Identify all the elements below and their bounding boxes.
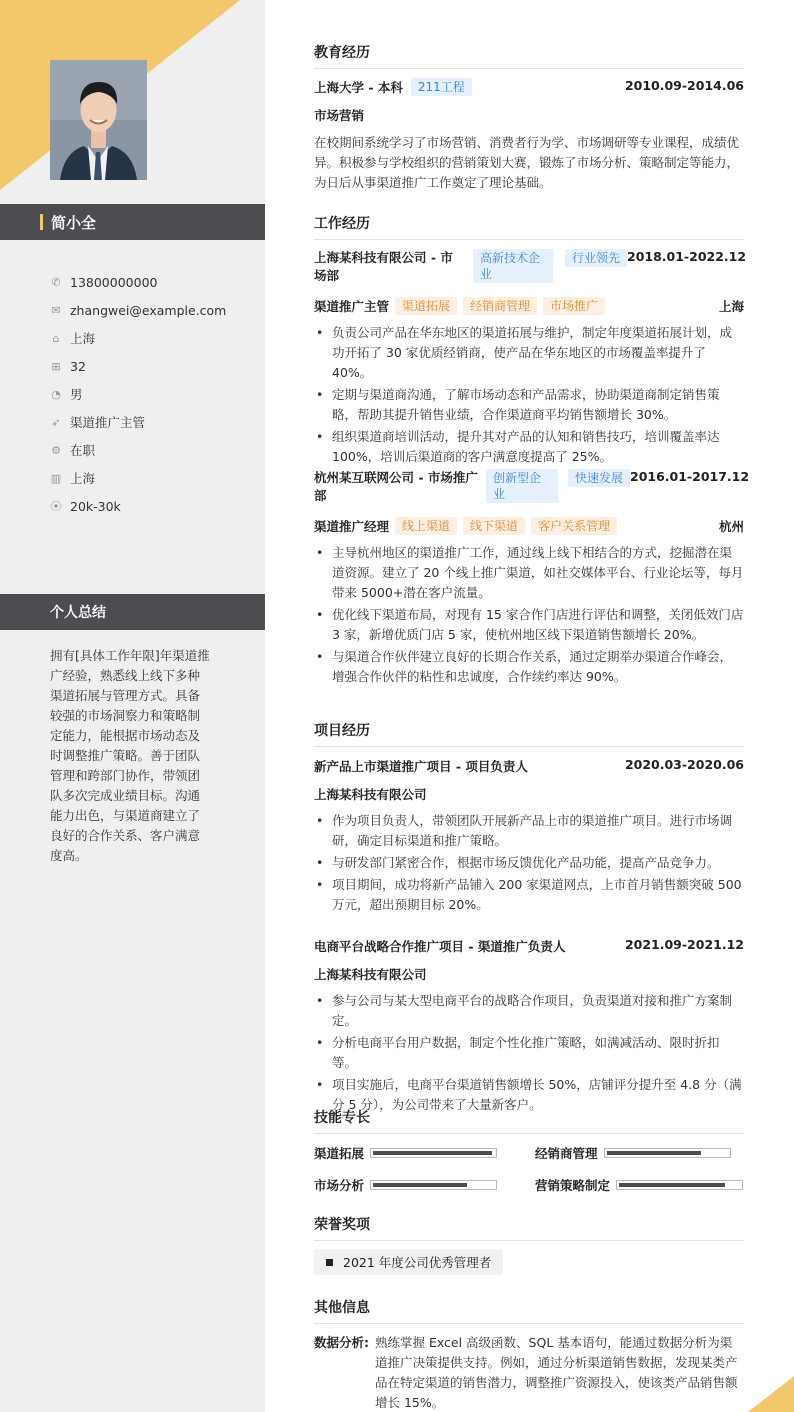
job-1-role-row [314, 297, 744, 315]
info-salary [50, 492, 250, 520]
info-position [50, 408, 250, 436]
summary-title: 个人总结 [50, 605, 106, 621]
job-1-skill-1: 渠道拓展 [395, 297, 457, 315]
skill-1-name: 渠道拓展 [314, 1146, 365, 1161]
sidebar [0, 0, 265, 1412]
status-icon: ⚙ [51, 443, 61, 457]
skill-3-fill [373, 1183, 467, 1187]
other-title: 其他信息 [314, 1297, 744, 1324]
gender-icon: ◔ [51, 387, 61, 401]
list-item: • 组织渠道商培训活动，提升其对产品的认知和销售技巧，培训覆盖率达 100%，培训后渠道商的客户满意度提高了 25%。 [314, 427, 744, 467]
education-major: 市场营销 [314, 108, 365, 123]
skill-4-fill [619, 1183, 725, 1187]
skill-1-bar [370, 1148, 497, 1158]
info-email [50, 296, 250, 324]
summary-text: 拥有[具体工作年限]年渠道推广经验，熟悉线上线下多种渠道拓展与管理方式。具备较强的市场洞察力和策略制定能力，能根据市场动态及时调整推广策略。善于团队管理和跨部门协作，带领团队多次完成业绩目标。沟通能力出色，与渠道商建立了良好的合作关系、客户满意度高。 [50, 648, 210, 863]
job-2-bullets [314, 543, 744, 689]
education-desc: 在校期间系统学习了市场营销、消费者行为学、市场调研等专业课程，成绩优异。积极参与学校组织的营销策划大赛，锻炼了市场分析、策略制定等能力，为日后从事渠道推广工作奠定了理论基础。 [314, 135, 740, 190]
corner-decoration-bottom [748, 1376, 794, 1412]
home-icon: ⌂ [52, 331, 60, 345]
skill-2-bar [604, 1148, 731, 1158]
skill-1-fill [373, 1151, 492, 1155]
job-2-skill-3: 客户关系管理 [531, 517, 617, 535]
education-header [314, 78, 744, 96]
job-1-header [314, 249, 747, 285]
other-row [314, 1333, 744, 1412]
job-1-tag-2: 行业领先 [565, 249, 627, 267]
salary-icon: ⦿ [50, 500, 62, 513]
skill-4-bar [616, 1180, 743, 1190]
position-text: 渠道推广主管 [70, 415, 146, 430]
award-bullet-icon [326, 1259, 333, 1266]
project-1-company: 上海某科技有限公司 [314, 787, 427, 802]
job-2-role: 渠道推广经理 [314, 519, 390, 534]
gender-text: 男 [70, 387, 83, 402]
list-item: • 与渠道合作伙伴建立良好的长期合作关系，通过定期举办渠道合作峰会，增强合作伙伴的粘性和忠诚度，合作续约率达 90%。 [314, 647, 744, 687]
job-2-company: 杭州某互联网公司 - 市场推广部 [314, 470, 478, 503]
job-2-skill-1: 线上渠道 [395, 517, 457, 535]
project-2-header [314, 937, 744, 955]
age-text: 32 [70, 358, 86, 374]
skill-2-name: 经销商管理 [535, 1146, 598, 1161]
list-item: • 优化线下渠道布局，对现有 15 家合作门店进行评估和调整，关闭低效门店 3 家，新增优质门店 5 家，使杭州地区线下渠道销售额增长 20%。 [314, 605, 744, 645]
info-home [50, 324, 250, 352]
education-tag: 211工程 [411, 78, 472, 96]
job-2-tag-1: 创新型企业 [486, 469, 558, 503]
other-label: 数据分析: [314, 1335, 369, 1350]
info-gender [50, 380, 250, 408]
project-2-date: 2021.09-2021.12 [624, 937, 744, 952]
skill-item-1 [314, 1144, 497, 1162]
info-city [50, 464, 250, 492]
other-text: 熟练掌握 Excel 高级函数、SQL 基本语句，能通过数据分析为渠道推广决策提供支持。例如，通过分析渠道销售数据，发现某类产品在特定渠道的销售潜力，调整推广资源投入，使该类产品销售额增长 15%。 [375, 1335, 738, 1410]
job-1-skill-3: 市场推广 [543, 297, 605, 315]
project-2-name: 电商平台战略合作推广项目 - 渠道推广负责人 [314, 939, 566, 954]
job-2-tag-2: 快速发展 [568, 469, 630, 487]
skills-title: 技能专长 [314, 1107, 744, 1134]
skill-item-4 [535, 1176, 743, 1194]
mail-icon: ✉ [51, 303, 61, 317]
list-item: • 项目期间，成功将新产品铺入 200 家渠道网点，上市首月销售额突破 500 万元，超出预期目标 20%。 [314, 875, 744, 915]
job-2-skill-2: 线下渠道 [463, 517, 525, 535]
phone-icon: ✆ [51, 275, 61, 289]
education-title: 教育经历 [314, 42, 744, 69]
job-1-bullets [314, 323, 744, 469]
status-text: 在职 [70, 443, 96, 458]
profile-photo-image [50, 60, 147, 180]
job-2-header [314, 469, 750, 505]
education-date: 2010.09-2014.06 [624, 78, 744, 93]
salary-text: 20k-30k [70, 498, 121, 514]
email-text: zhangwei@example.com [70, 302, 227, 318]
job-2-date: 2016.01-2017.12 [630, 469, 750, 484]
projects-title: 项目经历 [314, 720, 744, 747]
skill-2-fill [607, 1151, 701, 1155]
project-1-date: 2020.03-2020.06 [624, 757, 744, 772]
info-age [50, 352, 250, 380]
age-icon: ⊞ [51, 359, 61, 373]
job-2-role-row [314, 517, 744, 535]
job-1-role: 渠道推广主管 [314, 299, 390, 314]
name-bar [0, 204, 265, 240]
awards-title: 荣誉奖项 [314, 1214, 744, 1241]
list-item: • 负责公司产品在华东地区的渠道拓展与维护，制定年度渠道拓展计划，成功开拓了 30 家优质经销商，使产品在华东地区的市场覆盖率提升了 40%。 [314, 323, 744, 383]
position-icon: ➶ [51, 415, 61, 429]
award-text: 2021 年度公司优秀管理者 [343, 1255, 492, 1270]
skill-3-name: 市场分析 [314, 1178, 365, 1193]
candidate-name: 简小全 [51, 213, 97, 232]
job-1-company: 上海某科技有限公司 - 市场部 [314, 250, 453, 283]
skill-3-bar [370, 1180, 497, 1190]
list-item: • 分析电商平台用户数据，制定个性化推广策略，如满减活动、限时折扣等。 [314, 1033, 744, 1073]
job-1-skill-2: 经销商管理 [463, 297, 537, 315]
list-item: • 与研发部门紧密合作，根据市场反馈优化产品功能，提高产品竞争力。 [314, 853, 744, 873]
skill-item-2 [535, 1144, 731, 1162]
profile-photo [50, 60, 147, 180]
contact-info-list [50, 268, 250, 520]
list-item: • 作为项目负责人，带领团队开展新产品上市的渠道推广项目。进行市场调研，确定目标渠道和推广策略。 [314, 811, 744, 851]
project-1-header [314, 757, 744, 775]
project-1-name: 新产品上市渠道推广项目 - 项目负责人 [314, 759, 528, 774]
list-item: • 定期与渠道商沟通，了解市场动态和产品需求，协助渠道商制定销售策略，帮助其提升销售业绩，合作渠道商平均销售额增长 30%。 [314, 385, 744, 425]
project-2-company: 上海某科技有限公司 [314, 967, 427, 982]
phone-text: 13800000000 [70, 274, 158, 290]
project-2-bullets [314, 991, 744, 1117]
job-1-tag-1: 高新技术企业 [473, 249, 553, 283]
list-item: • 项目实施后，电商平台渠道销售额增长 50%，店铺评分提升至 4.8 分（满分 5 分），为公司带来了大量新客户。 [314, 1075, 744, 1115]
skill-4-name: 营销策略制定 [535, 1178, 611, 1193]
skill-item-3 [314, 1176, 497, 1194]
education-school: 上海大学 - 本科 [314, 80, 403, 95]
work-title: 工作经历 [314, 213, 744, 240]
info-phone [50, 268, 250, 296]
job-1-city: 上海 [718, 299, 744, 314]
city-icon: ▥ [50, 471, 62, 485]
city-text: 上海 [70, 471, 96, 486]
award-item [314, 1249, 503, 1275]
job-2-city: 杭州 [718, 519, 744, 534]
job-1-date: 2018.01-2022.12 [627, 249, 747, 264]
info-status [50, 436, 250, 464]
list-item: • 参与公司与某大型电商平台的战略合作项目，负责渠道对接和推广方案制定。 [314, 991, 744, 1031]
summary-bar [0, 594, 265, 630]
list-item: • 主导杭州地区的渠道推广工作，通过线上线下相结合的方式，挖掘潜在渠道资源。建立了 20 个线上推广渠道，如社交媒体平台、行业论坛等，每月带来 5000+潜在客户流量。 [314, 543, 744, 603]
home-text: 上海 [70, 331, 96, 346]
name-accent [40, 214, 43, 230]
project-1-bullets [314, 811, 744, 917]
